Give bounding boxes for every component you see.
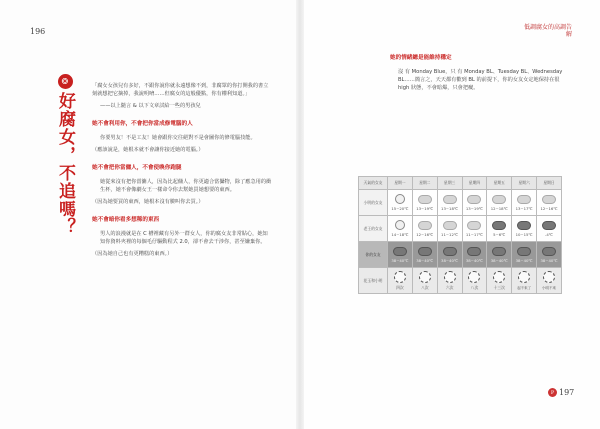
storm-cloud-icon: [492, 247, 506, 256]
section-heading: 她的情緒總是能維持穩定: [390, 55, 452, 61]
table-row: [359, 190, 562, 216]
temperature-text: 38~40℃: [391, 257, 409, 263]
weather-header-label: 天氣的女友: [359, 177, 388, 190]
weather-cell: [462, 190, 487, 216]
count-text: 十三次: [493, 284, 505, 290]
weather-cell: [462, 242, 487, 268]
intro-note: ——以上隨言 & 以下文章試給一些的男孩兒: [100, 103, 201, 109]
weather-cell: [412, 190, 437, 216]
weekday-label: 星期四: [462, 177, 487, 190]
count-text: 四次: [396, 284, 404, 290]
storm-cloud-icon: [542, 221, 556, 230]
temperature-text: 12~16℃: [416, 231, 434, 237]
weather-cell: [437, 268, 462, 294]
firework-icon: [394, 271, 406, 283]
sun-icon: [395, 194, 405, 204]
section-text: 你要男友！不是工友！她會跟你交往絕對不是會圖你的修電腦技能。: [100, 135, 256, 141]
weather-cell: [437, 190, 462, 216]
weather-cell: [487, 190, 512, 216]
firework-icon: [419, 271, 431, 283]
temperature-text: 11~12℃: [441, 231, 459, 237]
flower-icon: ❂: [58, 74, 73, 89]
section-text: 她從來沒有把你當傭人，因為比起傭人，你更適合當攝物，除了應急用的衝生杯，她不會像劇女王一樣命令你去幫她買她想要的東西。: [100, 179, 272, 193]
row-label: 花玉和小明: [359, 268, 388, 294]
temperature-text: 38~40℃: [441, 257, 459, 263]
weather-cell: [487, 216, 512, 242]
table-row: [359, 268, 562, 294]
right-page-number: [548, 388, 574, 397]
section-heading: 她不會把你當傭人，不會使喚你跑腿: [92, 165, 182, 171]
temperature-text: 13~18℃: [441, 205, 459, 211]
temperature-text: 13~19℃: [416, 205, 434, 211]
storm-cloud-icon: [517, 247, 531, 256]
section-heading: 她不會利用你，不會把你當成修電腦的人: [92, 121, 193, 127]
storm-cloud-icon: [492, 221, 506, 230]
firework-icon: [444, 271, 456, 283]
weather-cell: [412, 268, 437, 294]
count-text: 八次: [420, 284, 429, 290]
temperature-text: 11~17℃: [465, 231, 483, 237]
weather-cell: [388, 242, 413, 268]
weather-cell: [462, 268, 487, 294]
running-header-title: 低調腐女的高調告解: [523, 24, 572, 38]
weather-cell: [537, 216, 562, 242]
firework-icon: [493, 271, 505, 283]
left-page-number: 196: [30, 27, 46, 36]
girlfriend-weather-table: [358, 176, 562, 294]
temperature-text: 5~6℃: [493, 231, 506, 237]
weather-cell: [537, 268, 562, 294]
book-gutter: [296, 0, 304, 429]
right-page-number-text: 197: [559, 388, 575, 397]
cloud-icon: [517, 195, 531, 204]
count-text: 小明不來: [542, 285, 557, 290]
cloud-icon: [418, 221, 432, 230]
weather-cell: [462, 216, 487, 242]
temperature-text: 15~20℃: [391, 206, 409, 211]
weather-cell: [437, 242, 462, 268]
weather-cell: [537, 242, 562, 268]
temperature-text: 38~40℃: [465, 257, 483, 263]
weekday-label: 星期日: [537, 177, 562, 190]
page-badge-icon: P: [548, 388, 557, 397]
count-text: 八次: [470, 284, 479, 290]
storm-cloud-icon: [418, 247, 432, 256]
weekday-label: 星期六: [512, 177, 537, 190]
table-row: [359, 242, 562, 268]
firework-icon: [468, 271, 480, 283]
chapter-vertical-title: [54, 74, 76, 236]
temperature-text: 38~40℃: [416, 257, 434, 263]
sun-icon: [395, 220, 405, 230]
weather-cell: [388, 268, 413, 294]
cloud-icon: [443, 221, 457, 230]
cloud-icon: [467, 221, 481, 230]
left-page-body: [92, 82, 272, 262]
weather-cell: [412, 216, 437, 242]
weekday-label: 星期三: [437, 177, 462, 190]
storm-cloud-icon: [393, 247, 407, 256]
weather-cell: [512, 216, 537, 242]
storm-cloud-icon: [443, 247, 457, 256]
weather-cell: [512, 190, 537, 216]
weather-cell: [512, 268, 537, 294]
section-text: 男人的浪漫就是在 C 槽裡藏有另外一群女人，你的腐女友非常貼心，她知知你資料夾裡的每個毛仔驅動程式 2.0，卻不會去干涉你，甚至嫌棄你。: [100, 231, 268, 245]
firework-icon: [543, 271, 555, 283]
temperature-text: 10~15℃: [515, 231, 533, 237]
weather-cell: [388, 216, 413, 242]
temperature-text: 13~17℃: [515, 205, 533, 211]
firework-icon: [518, 271, 530, 283]
count-text: 起不來了: [517, 285, 532, 290]
cloud-icon: [443, 195, 457, 204]
temperature-text: -4℃: [545, 231, 554, 237]
weather-cell: [388, 190, 413, 216]
section-aside: （應該說是，她根本就不會讓你接近她的電腦。）: [92, 147, 204, 153]
weekday-label: 星期一: [388, 177, 413, 190]
chapter-title-text: 好腐女，不追嗎？: [55, 92, 75, 236]
section-heading: 她不會暗你看多想稀的東西: [92, 217, 160, 223]
weekday-label: 星期二: [412, 177, 437, 190]
cloud-icon: [418, 195, 432, 204]
row-label: 你的女友: [359, 242, 388, 268]
storm-cloud-icon: [467, 247, 481, 256]
temperature-text: 38~40℃: [540, 257, 558, 263]
storm-cloud-icon: [542, 247, 556, 256]
weather-cell: [437, 216, 462, 242]
table-row: [359, 216, 562, 242]
row-label: 老王的女友: [359, 216, 388, 242]
weekday-label: 星期五: [487, 177, 512, 190]
temperature-text: 14~18℃: [391, 232, 409, 237]
cloud-icon: [467, 195, 481, 204]
weather-cell: [487, 242, 512, 268]
temperature-text: 12~16℃: [540, 205, 558, 211]
cloud-icon: [542, 195, 556, 204]
weather-cell: [512, 242, 537, 268]
temperature-text: 12~18℃: [490, 205, 508, 211]
temperature-text: 38~40℃: [490, 257, 508, 263]
section-aside: （因為她自己也有更糟糕的東西。）: [92, 251, 173, 257]
temperature-text: 13~19℃: [465, 205, 483, 211]
storm-cloud-icon: [517, 221, 531, 230]
weather-cell: [487, 268, 512, 294]
temperature-text: 38~40℃: [515, 257, 533, 263]
intro-quote: 「腐女女孩兒有多好，不跟你說你就永遠想像不到，非腐眾的你打開我的書立刻就想把它摘掉，我說明唷……但腐女的這般優點，你有權利知道。」: [92, 83, 269, 97]
count-text: 六次: [445, 284, 454, 290]
right-page-body: [390, 54, 568, 96]
row-label: 小明的女友: [359, 190, 388, 216]
section-aside: （因為她要買的東西，她根本沒有臉叫你去買。）: [92, 199, 204, 205]
cloud-icon: [492, 195, 506, 204]
weather-table-header: [359, 177, 562, 190]
section-text: 沒 有 Monday Blue，只 有 Monday BL、Tuesday BL、Wednesday BL……簡言之，天天都有歡到 BL 的前提下，你的女友女定地保持在很 high 狀態，不會暗爆，只會把癡。: [398, 69, 563, 91]
weather-cell: [537, 190, 562, 216]
weather-cell: [412, 242, 437, 268]
